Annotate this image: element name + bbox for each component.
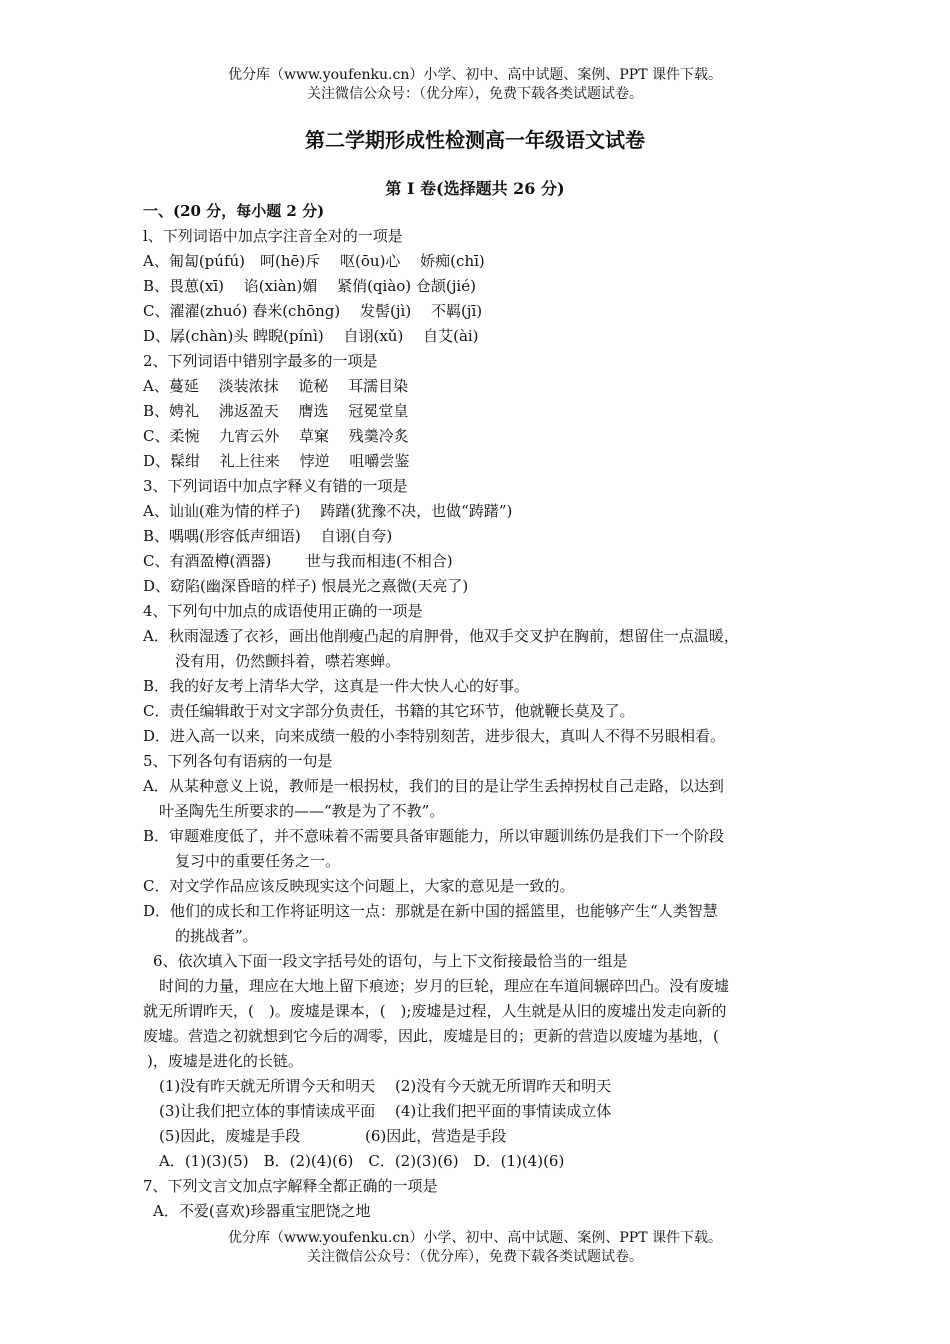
section-heading: 一、(20 分，每小题 2 分) xyxy=(143,202,325,220)
question-6-choices-2: (3)让我们把立体的事情读成平面 (4)让我们把平面的事情读成立体 xyxy=(159,1102,612,1120)
section-title: 第 I 卷(选择题共 26 分) xyxy=(385,179,565,198)
question-5-option-a-cont: 叶圣陶先生所要求的——“教是为了不教”。 xyxy=(159,802,445,820)
question-6-stem: 6、依次填入下面一段文字括号处的语句，与上下文衔接最恰当的一组是 xyxy=(153,952,628,970)
question-6-passage-4: )，废墟是进化的长链。 xyxy=(147,1052,303,1070)
footer-line-1: 优分库（www.youfenku.cn）小学、初中、高中试题、案例、PPT 课件下载。 xyxy=(227,1230,722,1246)
question-1-option-c: C、濯濯(zhuó) 舂米(chōng) 发髻(jì) 不羁(jī) xyxy=(143,302,483,320)
question-5-option-b: B．审题难度低了，并不意味着不需要具备审题能力，所以审题训练仍是我们下一个阶段 xyxy=(143,827,725,845)
question-6-passage-2: 就无所谓昨天，( )。废墟是课本，( );废墟是过程，人生就是从旧的废墟出发走向新的 xyxy=(143,1002,727,1020)
question-2-option-d: D、髹绀 礼上往来 悖逆 咀嚼尝鉴 xyxy=(143,452,410,470)
question-4-stem: 4、下列句中加点的成语使用正确的一项是 xyxy=(143,602,423,620)
question-6-options: A．(1)(3)(5) B．(2)(4)(6) C．(2)(3)(6) D．(1)(4)(6) xyxy=(159,1152,565,1170)
question-5-option-b-cont: 复习中的重要任务之一。 xyxy=(175,852,341,870)
question-5-option-d-cont: 的挑战者”。 xyxy=(175,927,258,945)
header-line-2: 关注微信公众号：（优分库），免费下载各类试题试卷。 xyxy=(307,86,643,102)
question-6-choices-3: (5)因此，废墟是手段 (6)因此，营造是手段 xyxy=(159,1127,507,1145)
question-2-option-a: A、蔓延 淡装浓抹 诡秘 耳濡目染 xyxy=(143,377,409,395)
question-2-option-c: C、柔惋 九宵云外 草窠 残羹冷炙 xyxy=(143,427,409,445)
question-5-option-a: A．从某种意义上说，教师是一根拐杖，我们的目的是让学生丢掉拐杖自己走路，以达到 xyxy=(143,777,724,795)
question-1-option-a: A、匍匐(púfú) 呵(hē)斥 呕(ōu)心 娇痴(chī) xyxy=(143,252,485,270)
question-1-stem: l、下列词语中加点字注音全对的一项是 xyxy=(143,227,403,245)
question-body xyxy=(143,199,823,1224)
question-4-option-c: C．责任编辑敢于对文字部分负责任，书籍的其它环节，他就鞭长莫及了。 xyxy=(143,702,635,720)
question-6-passage-1: 时间的力量，理应在大地上留下痕迹；岁月的巨轮，理应在车道间辗碎凹凸。没有废墟 xyxy=(159,977,730,995)
question-1-option-d: D、孱(chàn)头 睥睨(pínì) 自诩(xǔ) 自艾(ài) xyxy=(143,327,479,345)
question-4-option-b: B．我的好友考上清华大学，这真是一件大快人心的好事。 xyxy=(143,677,530,695)
page-title: 第二学期形成性检测高一年级语文试卷 xyxy=(305,128,645,152)
question-1-option-b: B、畏葸(xī) 谄(xiàn)媚 紧俏(qiào) 仓颉(jié) xyxy=(143,277,476,295)
footer-line-2: 关注微信公众号：（优分库），免费下载各类试题试卷。 xyxy=(307,1249,643,1265)
question-6-passage-3: 废墟。营造之初就想到它今后的凋零，因此，废墟是目的；更新的营造以废墟为基地，( xyxy=(143,1027,719,1045)
question-3-option-a: A、讪讪(难为情的样子) 踌躇(犹豫不决，也做“踌躇”) xyxy=(143,502,513,520)
question-3-option-c: C、有酒盈樽(酒器) 世与我而相违(不相合) xyxy=(143,552,453,570)
header-line-1: 优分库（www.youfenku.cn）小学、初中、高中试题、案例、PPT 课件下载。 xyxy=(227,67,722,83)
question-3-option-d: D、窈陷(幽深昏暗的样子) 恨晨光之熹微(天亮了) xyxy=(143,577,469,595)
question-3-option-b: B、喁喁(形容低声细语) 自诩(自夸) xyxy=(143,527,393,545)
question-4-option-d: D．进入高一以来，向来成绩一般的小李特别刻苦，进步很大，真叫人不得不另眼相看。 xyxy=(143,727,726,745)
question-2-option-b: B、娉礼 沸返盈天 膺选 冠冕堂皇 xyxy=(143,402,409,420)
question-7-option-a: A．不爱(喜欢)珍器重宝肥饶之地 xyxy=(153,1202,371,1220)
question-5-stem: 5、下列各句有语病的一句是 xyxy=(143,752,333,770)
question-4-option-a: A．秋雨湿透了衣衫，画出他削瘦凸起的肩胛骨，他双手交叉护在胸前，想留住一点温暖， xyxy=(143,627,739,645)
question-5-option-c: C．对文学作品应该反映现实这个问题上，大家的意见是一致的。 xyxy=(143,877,575,895)
question-6-choices-1: (1)没有昨天就无所谓今天和明天 (2)没有今天就无所谓昨天和明天 xyxy=(159,1077,612,1095)
question-5-option-d: D．他们的成长和工作将证明这一点：那就是在新中国的摇篮里，也能够产生“人类智慧 xyxy=(143,902,718,920)
question-3-stem: 3、下列词语中加点字释义有错的一项是 xyxy=(143,477,408,495)
question-2-stem: 2、下列词语中错别字最多的一项是 xyxy=(143,352,378,370)
question-4-option-a-cont: 没有用，仍然颤抖着，噤若寒蝉。 xyxy=(175,652,401,670)
question-7-stem: 7、下列文言文加点字解释全都正确的一项是 xyxy=(143,1177,438,1195)
